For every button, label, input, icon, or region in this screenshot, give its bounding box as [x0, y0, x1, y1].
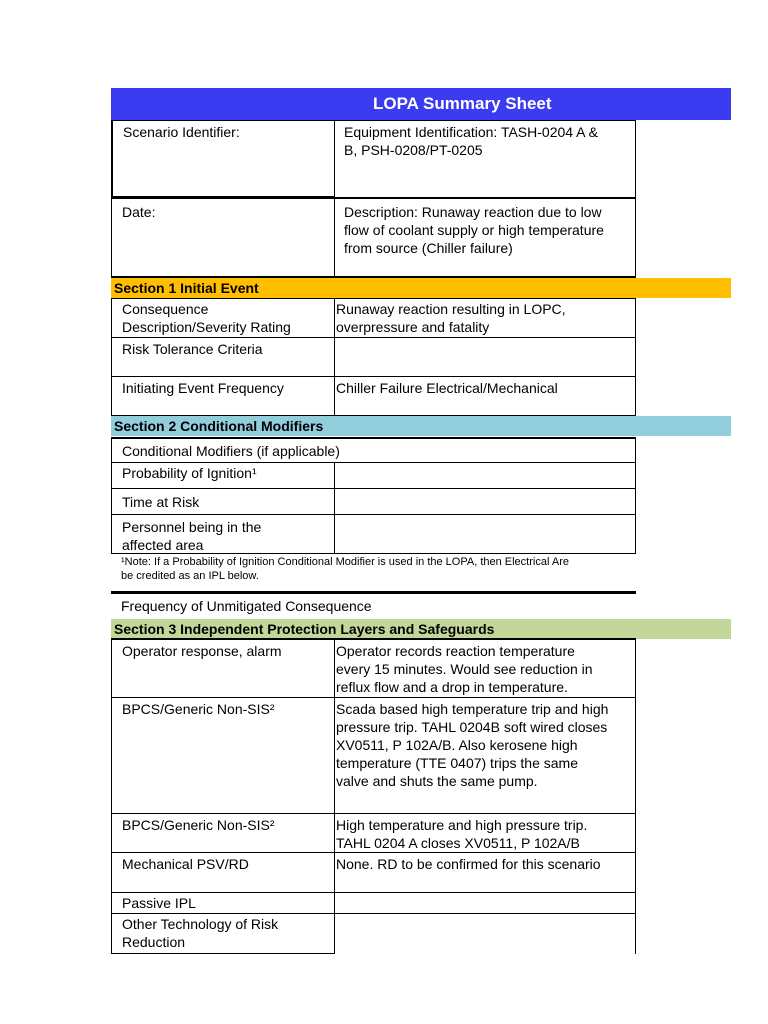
- date-cell: [111, 198, 335, 278]
- section3-row-value: [334, 697, 636, 814]
- section1-title: Section 1 Initial Event: [114, 280, 259, 296]
- section2-title: Section 2 Conditional Modifiers: [114, 418, 324, 434]
- section2-row-value: [334, 462, 636, 489]
- section3-row-label: [111, 813, 335, 853]
- section2-row-value: [334, 514, 636, 554]
- section2-header: [111, 416, 731, 436]
- personnel-label: Personnel being in the affected area: [122, 519, 262, 553]
- section2-row-label: [111, 488, 335, 515]
- date-label: Date:: [122, 204, 156, 220]
- bpcs-value-2: High temperature and high pressure trip. TAHL 0204 A closes XV0511, P 102A/B: [336, 817, 588, 851]
- section3-row-label: [111, 913, 335, 954]
- conditional-modifiers-label: Conditional Modifiers (if applicable): [122, 443, 340, 459]
- consequence-value: Runaway reaction resulting in LOPC, overpressure and fatality: [336, 301, 566, 335]
- section3-row-value: [334, 639, 636, 698]
- section3-row-label: [111, 639, 335, 698]
- section3-row-value: [334, 852, 636, 893]
- mechanical-psv-value: None. RD to be confirmed for this scenario: [336, 856, 601, 872]
- mechanical-psv-label: Mechanical PSV/RD: [122, 856, 249, 872]
- operator-response-label: Operator response, alarm: [122, 643, 282, 659]
- consequence-label: Consequence Description/Severity Rating: [122, 301, 291, 335]
- passive-ipl-label: Passive IPL: [122, 895, 196, 911]
- bpcs-label-1: BPCS/Generic Non-SIS²: [122, 701, 275, 717]
- divider: [111, 591, 636, 594]
- bpcs-label-2: BPCS/Generic Non-SIS²: [122, 817, 275, 833]
- section3-row-label: [111, 892, 335, 914]
- initiating-event-value: Chiller Failure Electrical/Mechanical: [336, 380, 558, 396]
- initiating-event-label: Initiating Event Frequency: [122, 380, 284, 396]
- equipment-identification: Equipment Identification: TASH-0204 A & B, PSH-0208/PT-0205: [344, 124, 598, 158]
- section3-row-value: [334, 813, 636, 853]
- section2-row-value: [334, 488, 636, 515]
- section2-row-label: [111, 514, 335, 554]
- section3-title: Section 3 Independent Protection Layers and Safeguards: [114, 621, 495, 637]
- section1-row-label: [111, 337, 335, 377]
- section3-row-value: [334, 892, 636, 914]
- section1-row-value: [334, 298, 636, 338]
- section1-row-label: [111, 376, 335, 416]
- section2-row-label: [111, 462, 335, 489]
- conditional-modifiers-subheader: [111, 437, 636, 463]
- section3-header: [111, 619, 731, 639]
- section3-row-value: [334, 913, 636, 954]
- unmitigated-frequency-label: Frequency of Unmitigated Consequence: [121, 598, 372, 614]
- bpcs-value-1: Scada based high temperature trip and high pressure trip. TAHL 0204B soft wired closes XV0511, P 102A/B. Also kerosene high temperature (TTE 0407) trips the same valve and shuts the same pump.: [336, 701, 609, 789]
- risk-tolerance-label: Risk Tolerance Criteria: [122, 341, 263, 357]
- scenario-identifier-label: Scenario Identifier:: [123, 124, 240, 140]
- time-at-risk-label: Time at Risk: [122, 494, 200, 510]
- scenario-identifier-cell: [111, 120, 335, 198]
- section1-row-value: [334, 337, 636, 377]
- title-bar: [111, 88, 731, 120]
- description: Description: Runaway reaction due to low flow of coolant supply or high temperature from source (Chiller failure): [344, 204, 604, 256]
- section1-row-label: [111, 298, 335, 338]
- description-cell: [334, 198, 636, 278]
- probability-ignition-label: Probability of Ignition¹: [122, 465, 257, 481]
- section1-header: [111, 278, 731, 298]
- ignition-footnote: ¹Note: If a Probability of Ignition Conditional Modifier is used in the LOPA, then Electrical Are be credited as an IPL below.: [121, 556, 569, 582]
- section1-row-value: [334, 376, 636, 416]
- section3-row-label: [111, 697, 335, 814]
- section3-row-label: [111, 852, 335, 893]
- operator-response-value: Operator records reaction temperature every 15 minutes. Would see reduction in reflux flow and a drop in temperature.: [336, 643, 593, 695]
- other-technology-label: Other Technology of Risk Reduction: [122, 916, 279, 950]
- page-title: LOPA Summary Sheet: [373, 94, 552, 113]
- equipment-identification-cell: [334, 120, 636, 198]
